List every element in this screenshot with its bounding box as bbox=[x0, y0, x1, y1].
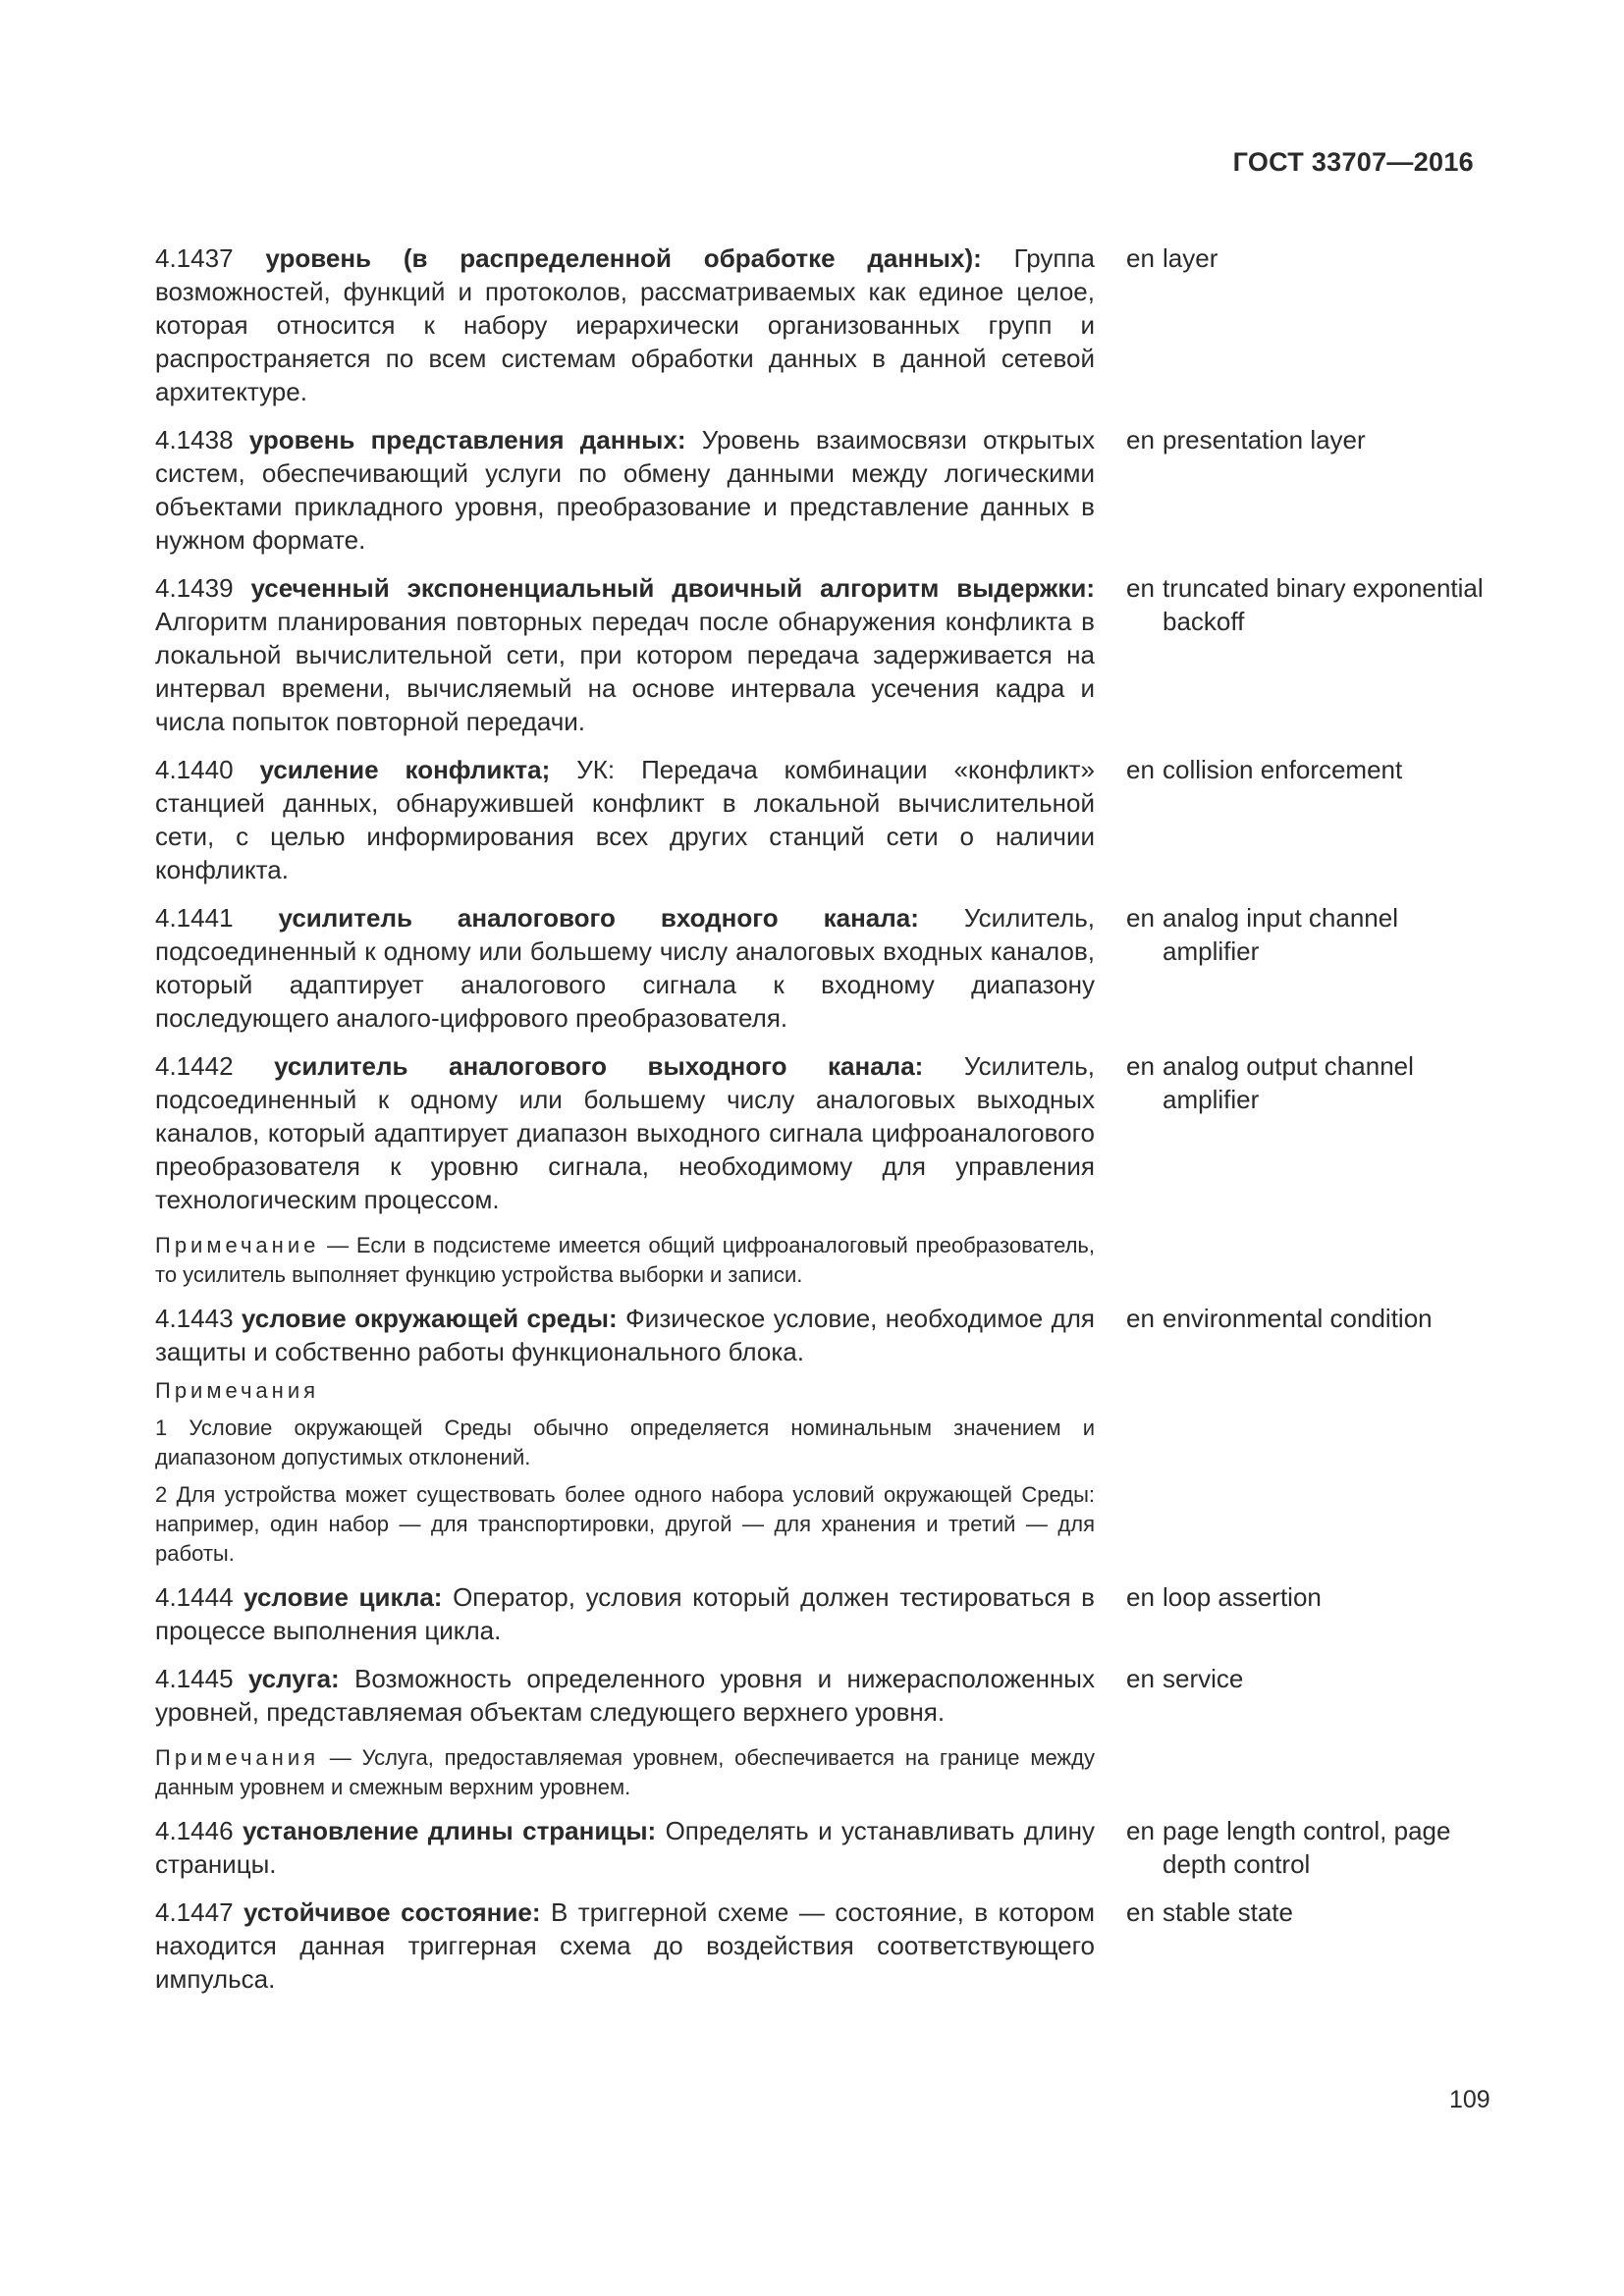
term-definition bbox=[155, 753, 1095, 901]
term-definition bbox=[155, 1302, 1095, 1376]
term-definition bbox=[155, 1049, 1095, 1231]
english-term: layer bbox=[1163, 243, 1218, 273]
term-definition bbox=[155, 1814, 1095, 1896]
definition-text: Алгоритм планирования повторных передач после обнаружения конфликта в локальной вычислительной сети, при котором передача задерживается на интервал времени, вычисляемый на основе интервала усечения кадра и числа попыток повторной передачи. bbox=[155, 607, 1095, 736]
term-number: 4.1442 bbox=[155, 1051, 234, 1081]
english-term: loop assertion bbox=[1163, 1582, 1322, 1612]
note-item: 1 Условие окружающей Среды обычно определяется номинальным значением и диапазоном допустимых отклонений. bbox=[155, 1415, 1095, 1469]
definition-text: Физическое условие, необходимое для защиты и собственно работы функционального блока. bbox=[155, 1304, 1095, 1366]
english-term: truncated binary exponential backoff bbox=[1163, 573, 1484, 636]
term-list bbox=[155, 241, 1490, 2010]
term-entry bbox=[155, 1814, 1490, 1896]
definition-text: Уровень взаимосвязи открытых систем, обеспечивающий услуги по обмену данными между логическими объектами прикладного уровня, преобразование и представление данных в нужном формате. bbox=[155, 425, 1095, 555]
term-number: 4.1447 bbox=[155, 1897, 234, 1927]
term-entry bbox=[155, 1896, 1490, 2010]
term-name: усиление конфликта; bbox=[259, 755, 551, 784]
term-definition bbox=[155, 571, 1095, 753]
notes-heading: Примечания bbox=[155, 1378, 320, 1403]
term-name: уровень (в распределенной обработке данных): bbox=[265, 243, 982, 273]
language-code: en bbox=[1126, 1582, 1155, 1612]
term-entry bbox=[155, 1580, 1490, 1662]
language-code: en bbox=[1126, 1664, 1155, 1693]
language-code: en bbox=[1126, 1816, 1155, 1845]
term-note bbox=[155, 1231, 1095, 1302]
term-note bbox=[155, 1743, 1095, 1814]
english-term: service bbox=[1163, 1664, 1244, 1693]
term-number: 4.1437 bbox=[155, 243, 234, 273]
term-entry bbox=[155, 753, 1490, 901]
definition-text: В триггерной схеме — состояние, в котором находится данная триггерная схема до воздействия соответствующего импульса. bbox=[155, 1897, 1096, 1994]
term-entry bbox=[155, 1662, 1490, 1814]
term-name: уровень представления данных: bbox=[248, 425, 686, 454]
term-definition bbox=[155, 1896, 1095, 2010]
note-text: — Если в подсистеме имеется общий цифроаналоговый преобразователь, то усилитель выполняет функцию устройства выборки и записи. bbox=[155, 1233, 1095, 1287]
language-code: en bbox=[1126, 1897, 1155, 1927]
document-header: ГОСТ 33707—2016 bbox=[1232, 147, 1474, 177]
term-number: 4.1446 bbox=[155, 1816, 234, 1845]
language-code: en bbox=[1126, 573, 1155, 603]
term-definition bbox=[155, 1580, 1095, 1662]
page-number: 109 bbox=[1449, 2086, 1490, 2113]
term-definition bbox=[155, 423, 1095, 571]
english-term: analog input channel amplifier bbox=[1163, 903, 1398, 966]
english-term: stable state bbox=[1163, 1897, 1293, 1927]
english-term: environmental condition bbox=[1163, 1304, 1433, 1333]
term-entry bbox=[155, 571, 1490, 753]
note-heading: Примечание bbox=[155, 1233, 320, 1257]
term-definition bbox=[155, 1662, 1095, 1743]
term-number: 4.1441 bbox=[155, 903, 234, 933]
language-code: en bbox=[1126, 243, 1155, 273]
language-code: en bbox=[1126, 903, 1155, 933]
term-entry bbox=[155, 423, 1490, 571]
term-entry bbox=[155, 241, 1490, 423]
term-name: условие окружающей среды: bbox=[241, 1304, 618, 1333]
english-term: page length control, page depth control bbox=[1163, 1816, 1451, 1879]
language-code: en bbox=[1126, 1051, 1155, 1081]
english-term: collision enforcement bbox=[1163, 755, 1403, 784]
term-name: услуга: bbox=[247, 1664, 340, 1693]
term-number: 4.1444 bbox=[155, 1582, 234, 1612]
term-entry bbox=[155, 1302, 1490, 1580]
language-code: en bbox=[1126, 755, 1155, 784]
term-definition bbox=[155, 901, 1095, 1049]
note-heading: Примечания bbox=[155, 1745, 320, 1770]
english-term: presentation layer bbox=[1163, 425, 1366, 454]
term-name: усилитель аналогового входного канала: bbox=[278, 903, 919, 933]
term-name: усилитель аналогового выходного канала: bbox=[274, 1051, 924, 1081]
term-number: 4.1440 bbox=[155, 755, 234, 784]
language-code: en bbox=[1126, 425, 1155, 454]
term-name: усеченный экспоненциальный двоичный алгоритм выдержки: bbox=[250, 573, 1095, 603]
term-name: устойчивое состояние: bbox=[244, 1897, 541, 1927]
note-text: — Услуга, предоставляемая уровнем, обеспечивается на границе между данным уровнем и смежным верхним уровнем. bbox=[155, 1745, 1095, 1799]
note-item: 2 Для устройства может существовать более одного набора условий окружающей Среды: например, один набор — для транспортировки, другой — для хранения и третий — для работы. bbox=[155, 1482, 1095, 1566]
language-code: en bbox=[1126, 1304, 1155, 1333]
term-number: 4.1443 bbox=[155, 1304, 234, 1333]
term-number: 4.1445 bbox=[155, 1664, 234, 1693]
definition-text: Возможность определенного уровня и нижерасположенных уровней, представляемая объектам следующего верхнего уровня. bbox=[155, 1664, 1095, 1727]
term-number: 4.1438 bbox=[155, 425, 234, 454]
definition-text: Оператор, условия который должен тестироваться в процессе выполнения цикла. bbox=[155, 1582, 1095, 1645]
english-term: analog output channel amplifier bbox=[1163, 1051, 1414, 1114]
term-entry bbox=[155, 901, 1490, 1049]
term-number: 4.1439 bbox=[155, 573, 234, 603]
definition-text: Определять и устанавливать длину страницы. bbox=[155, 1816, 1096, 1879]
definition-text: Группа возможностей, функций и протоколов, рассматриваемых как единое целое, которая относится к набору иерархически организованных групп и распространяется по всем системам обработки данных в данной сетевой архитектуре. bbox=[155, 243, 1095, 406]
term-name: установление длины страницы: bbox=[242, 1816, 657, 1845]
term-name: условие цикла: bbox=[244, 1582, 443, 1612]
definition-text: Усилитель, подсоединенный к одному или большему числу аналоговых выходных каналов, который адаптирует диапазон выходного сигнала цифроаналогового преобразователя к уровню сигнала, необходимому для управления технологическим процессом. bbox=[155, 1051, 1095, 1214]
definition-text: УК: Передача комбинации «конфликт» станцией данных, обнаружившей конфликт в локальной вычислительной сети, с целью информирования всех других станций сети о наличии конфликта. bbox=[155, 755, 1096, 884]
definition-text: Усилитель, подсоединенный к одному или большему числу аналоговых входных каналов, который адаптирует аналогового сигнала к входному диапазону последующего аналого-цифрового преобразователя. bbox=[155, 903, 1096, 1033]
term-definition bbox=[155, 241, 1095, 423]
term-entry bbox=[155, 1049, 1490, 1302]
